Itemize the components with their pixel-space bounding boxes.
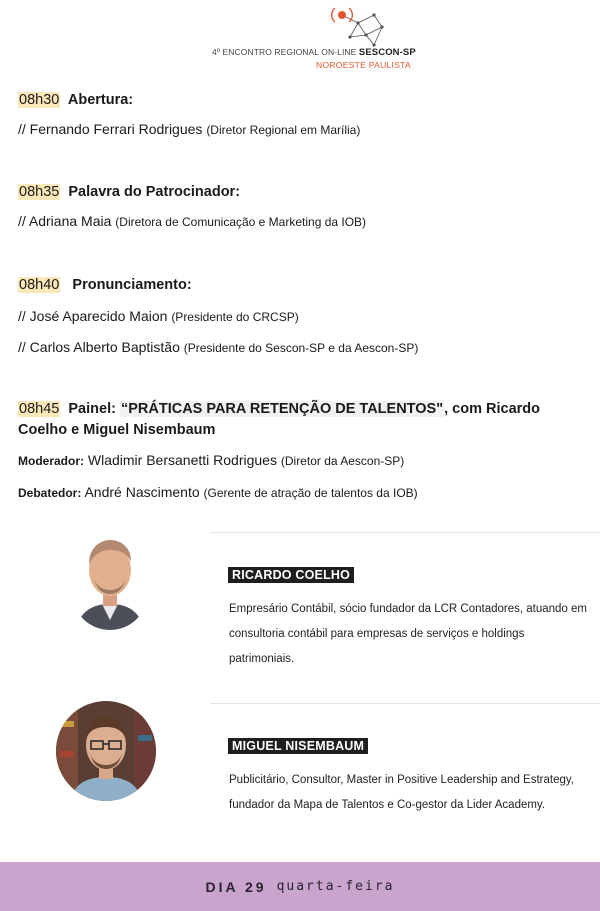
day-banner [0, 862, 600, 911]
speaker-name: MIGUEL NISEMBAUM [228, 738, 368, 754]
agenda-title: 08h35 Palavra do Patrocinador: [19, 184, 241, 200]
agenda-time: 08h45 [19, 401, 60, 417]
agenda-person: // Carlos Alberto Baptistão (Presidente do Sescon-SP e da Aescon-SP) [18, 339, 419, 355]
panel-debater: Debatedor: André Nascimento (Gerente de atração de talentos da IOB) [18, 484, 418, 500]
event-logo [0, 0, 600, 78]
panel-title: 08h45 Painel: “PRÁTICAS PARA RETENÇÃO DE TALENTOS", com Ricardo Coelho e Miguel Nisembaum [18, 401, 540, 438]
panel-moderator: Moderador: Wladimir Bersanetti Rodrigues (Diretor da Aescon-SP) [18, 452, 405, 468]
agenda-item-abertura [18, 90, 586, 139]
speaker-name: RICARDO COELHO [228, 567, 354, 583]
event-region: NOROESTE PAULISTA [316, 60, 411, 70]
agenda-person: // Adriana Maia (Diretora de Comunicação e Marketing da IOB) [18, 213, 367, 229]
logo-network-icon [330, 3, 390, 49]
agenda-time: 08h30 [19, 92, 60, 108]
agenda-title: 08h40 Pronunciamento: [19, 277, 192, 293]
agenda-item-painel [18, 399, 586, 502]
day-label: DIA 29 [205, 878, 267, 895]
agenda-item-patrocinador [18, 182, 586, 231]
speaker-photo-miguel [56, 701, 156, 801]
agenda-title: 08h30 Abertura: [19, 92, 134, 108]
agenda-person: // Fernando Ferrari Rodrigues (Diretor Regional em Marília) [18, 121, 361, 137]
agenda-item-pronunciamento [18, 275, 586, 357]
divider [210, 703, 600, 704]
agenda-time: 08h35 [19, 184, 60, 200]
agenda-person: // José Aparecido Maion (Presidente do CRCSP) [18, 308, 299, 324]
weekday-label: quarta-feira [276, 879, 395, 894]
event-title: 4º ENCONTRO REGIONAL ON-LINE SESCON-SP [212, 47, 416, 58]
speaker-photo-ricardo [72, 530, 148, 630]
agenda-time: 08h40 [19, 277, 60, 293]
speaker-bio: Publicitário, Consultor, Master in Positive Leadership and Estrategy, fundador da Mapa de Talentos e Co-gestor da Lider Academy. [229, 774, 574, 811]
divider [210, 532, 600, 533]
speaker-bio: Empresário Contábil, sócio fundador da LCR Contadores, atuando em consultoria contábil para empresas de serviços e holdings patrimoniais. [229, 603, 587, 665]
